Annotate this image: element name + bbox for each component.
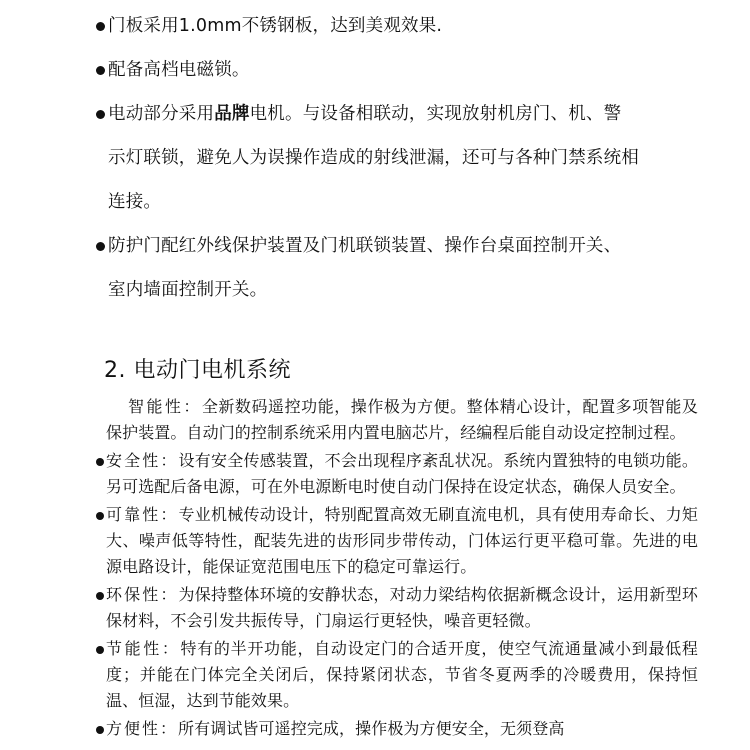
bullet-dot-icon bbox=[96, 592, 104, 600]
feature-body bbox=[106, 582, 698, 634]
list-item bbox=[96, 636, 698, 714]
list-item bbox=[96, 716, 698, 742]
bullet-text bbox=[108, 92, 698, 136]
section-heading bbox=[96, 356, 698, 386]
list-item bbox=[96, 582, 698, 634]
feature-body bbox=[106, 448, 698, 500]
bullet-continuation: 示灯联锁，避免人为误操作造成的射线泄漏，还可与各种门禁系统相 bbox=[108, 148, 639, 168]
bullet-text-part: 电动部分采用 bbox=[108, 104, 215, 124]
list-item bbox=[96, 394, 698, 446]
bullet-dot-icon bbox=[96, 404, 104, 412]
section-title: 电动门电机系统 bbox=[133, 358, 292, 383]
bullet-dot-icon bbox=[96, 22, 105, 31]
feature-body bbox=[106, 394, 698, 446]
feature-label: 可靠性： bbox=[106, 505, 179, 524]
section-number: 2. bbox=[104, 358, 126, 383]
bullet-item bbox=[96, 224, 698, 268]
bullet-dot-icon bbox=[96, 726, 104, 734]
feature-text: 设有安全传感装置，不会出现程序紊乱状况。系统内置独特的电锁功能。另可选配后备电源，可在外电源断电时使自动门保持在设定状态，确保人员安全。 bbox=[106, 451, 698, 496]
feature-label: 方便性： bbox=[106, 719, 179, 738]
bullet-item bbox=[96, 48, 698, 92]
top-bullet-block bbox=[96, 0, 698, 312]
bullet-item bbox=[96, 4, 698, 48]
bullet-continuation: 室内墙面控制开关。 bbox=[108, 280, 268, 300]
bullet-text-part: 电机。与设备相联动，实现放射机房门、机、警 bbox=[249, 104, 622, 124]
feature-text: 所有调试皆可遥控完成，操作极为方便安全，无须登高 bbox=[178, 719, 565, 738]
bullet-text-emphasis: 品牌 bbox=[214, 104, 250, 124]
bullet-dot-icon bbox=[96, 110, 105, 119]
feature-label: 智能性： bbox=[128, 397, 202, 416]
feature-body bbox=[106, 502, 698, 580]
list-item bbox=[96, 502, 698, 580]
feature-body bbox=[106, 716, 698, 742]
bullet-text: 防护门配红外线保护装置及门机联锁装置、操作台桌面控制开关、 bbox=[108, 236, 622, 256]
feature-label: 安全性： bbox=[106, 451, 179, 470]
feature-text: 为保持整体环境的安静状态，对动力梁结构依据新概念设计，运用新型环保材料，不会引发共振传导，门扇运行更轻快，噪音更轻微。 bbox=[106, 585, 698, 630]
feature-label: 节能性： bbox=[106, 639, 181, 658]
feature-text: 全新数码遥控功能，操作极为方便。整体精心设计，配置多项智能及保护装置。自动门的控制系统采用内置电脑芯片，经编程后能自动设定控制过程。 bbox=[106, 397, 698, 442]
feature-body bbox=[106, 636, 698, 714]
feature-label: 环保性： bbox=[106, 585, 179, 604]
bullet-dot-icon bbox=[96, 458, 104, 466]
feature-text: 专业机械传动设计，特别配置高效无刷直流电机，具有使用寿命长、力矩大、噪声低等特性，配装先进的齿形同步带传动，门体运行更平稳可靠。先进的电源电路设计，能保证宽范围电压下的稳定可靠运行。 bbox=[106, 505, 698, 576]
bullet-dot-icon bbox=[96, 646, 104, 654]
bullet-text: 配备高档电磁锁。 bbox=[108, 60, 250, 80]
bullet-dot-icon bbox=[96, 512, 104, 520]
list-item bbox=[96, 448, 698, 500]
feature-list bbox=[96, 394, 698, 742]
bullet-item bbox=[96, 92, 698, 136]
feature-text: 特有的半开功能，自动设定门的合适开度，使空气流通量减小到最低程度；并能在门体完全关闭后，保持紧闭状态，节省冬夏两季的冷暖费用，保持恒温、恒湿，达到节能效果。 bbox=[106, 639, 698, 710]
bullet-dot-icon bbox=[96, 242, 105, 251]
bullet-dot-icon bbox=[96, 66, 105, 75]
bullet-continuation: 连接。 bbox=[108, 192, 162, 212]
bullet-text: 门板采用1.0mm不锈钢板，达到美观效果. bbox=[108, 16, 443, 36]
